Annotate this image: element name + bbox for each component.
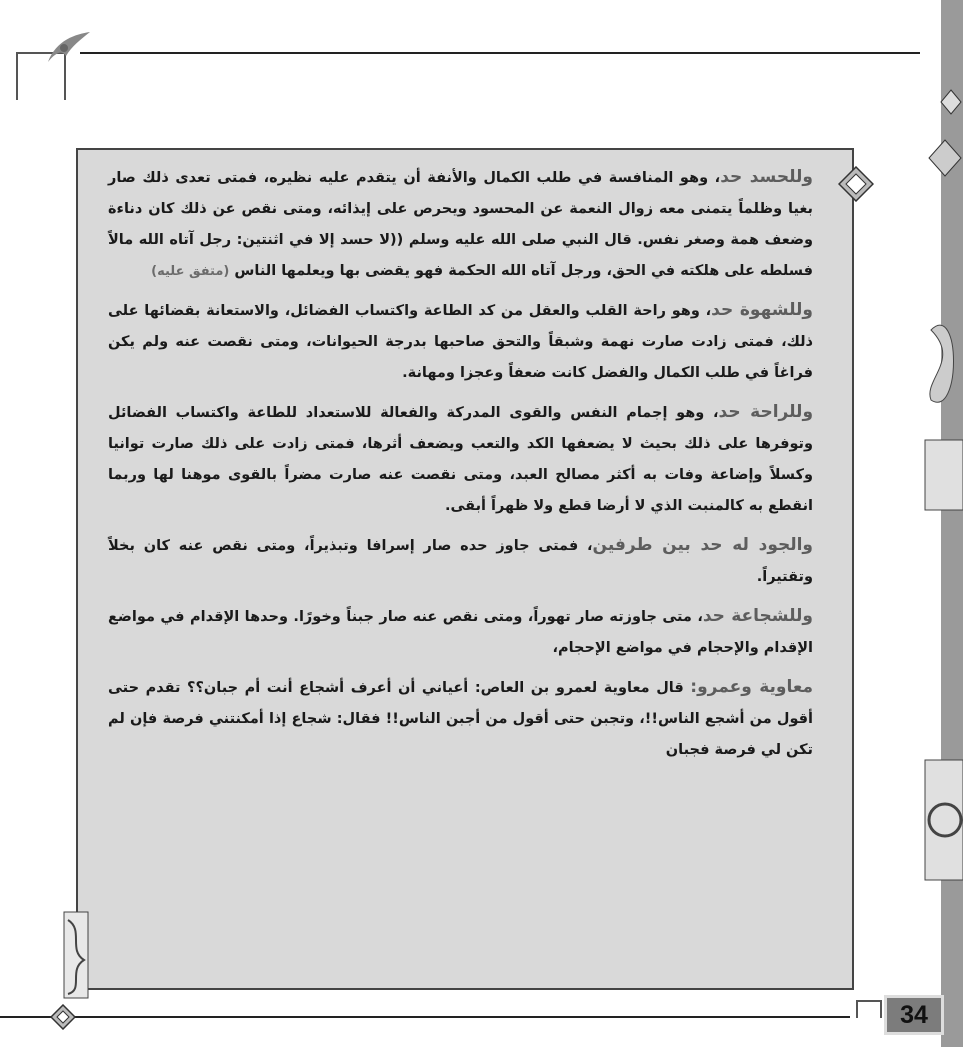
bottom-rule bbox=[0, 1016, 850, 1018]
paragraph-courage-text: ، متى جاوزته صار تهوراً، ومتى نقص عنه صار جبناً وخورًا. وحدها الإقدام في مواضع الإقدام والإحجام في مواضع الإحجام، bbox=[108, 609, 813, 656]
panel-diamond-icon bbox=[838, 166, 874, 202]
heading-rest: وللراحة حد bbox=[718, 402, 814, 422]
paragraph-desire-text: ، وهو راحة القلب والعقل من كد الطاعة واكتساب الفضائل، والاستعانة بقضائها على ذلك، فمتى زادت صارت نهمة وشبقاً والتحق صاحبها بدرجة الحيوانات، ومتى نقصت عنه ولم يكن فراغاً في طلب الكمال والفضل كانت ضعفاً وعجزا ومهانة. bbox=[108, 303, 813, 381]
paragraph-envy-text: ، وهو المنافسة في طلب الكمال والأنفة أن يتقدم عليه نظيره، فمتى تعدى ذلك صار بغيا وظلماً يتمنى معه زوال النعمة عن المحسود ويحرص على إيذائه، ومتى نقص عن ذلك كان دناءة وضعف همة وصغر نفس. قال النبي صلى الله عليه وسلم ((لا حسد إلا في اثنتين: رجل آتاه الله مالاً فسلطه على هلكته في الحق، ورجل آتاه الله الحكمة فهو يقضى بها ويعلمها الناس bbox=[108, 170, 813, 279]
side-arabesque-ornament-icon bbox=[921, 0, 963, 1047]
paragraph-desire bbox=[108, 295, 813, 389]
page-number: 34 bbox=[884, 995, 944, 1035]
paragraph-courage bbox=[108, 601, 813, 664]
paragraph-muawiya bbox=[108, 672, 813, 766]
paragraph-muawiya-text: قال معاوية لعمرو بن العاص: أعياني أن أعرف أشجاع أنت أم جبان؟؟ تقدم حتى أقول من أشجع الناس!!، وتجبن حتى أقول من أجبن الناس!! فقال: شجاع إذا أمكنتني فرصة فإن لم تكن لي فرصة فجبان bbox=[108, 680, 813, 758]
heading-generosity: والجود له حد بين طرفين bbox=[592, 535, 814, 555]
paragraph-generosity bbox=[108, 530, 813, 593]
paragraph-envy bbox=[108, 162, 813, 287]
page-number-bracket bbox=[856, 1000, 882, 1018]
hadith-reference: (متفق عليه) bbox=[151, 264, 230, 279]
heading-courage: وللشجاعة حد bbox=[702, 606, 813, 626]
article-body bbox=[108, 162, 813, 774]
corner-ornament-icon bbox=[46, 30, 92, 64]
panel-corner-ornament-icon bbox=[62, 910, 90, 1000]
paragraph-generosity-text: ، فمتى جاوز حده صار إسرافا وتبذيراً، ومتى نقص عنه كان بخلاً وتقتيراً. bbox=[108, 538, 813, 585]
paragraph-rest bbox=[108, 397, 813, 522]
top-rule bbox=[80, 52, 920, 54]
paragraph-rest-text: ، وهو إجمام النفس والقوى المدركة والفعالة للاستعداد للطاعة واكتساب الفضائل وتوفرها على ذلك بحيث لا يضعفها الكد والتعب ويضعف أثرها، فمتى زادت على ذلك صارت توانيا وكسلاً وإضاعة وفات به أكثر مصالح العبد، ومتى نقصت عنه صارت مضراً بالقوى موهنا لها وربما انقطع به كالمنبت الذي لا أرضا قطع ولا ظهراً أبقى. bbox=[108, 405, 813, 514]
heading-muawiya: معاوية وعمرو: bbox=[690, 677, 813, 697]
bottom-diamond-icon bbox=[50, 1004, 76, 1030]
heading-desire: وللشهوة حد bbox=[711, 300, 813, 320]
heading-envy: وللحسد حد bbox=[720, 167, 813, 187]
